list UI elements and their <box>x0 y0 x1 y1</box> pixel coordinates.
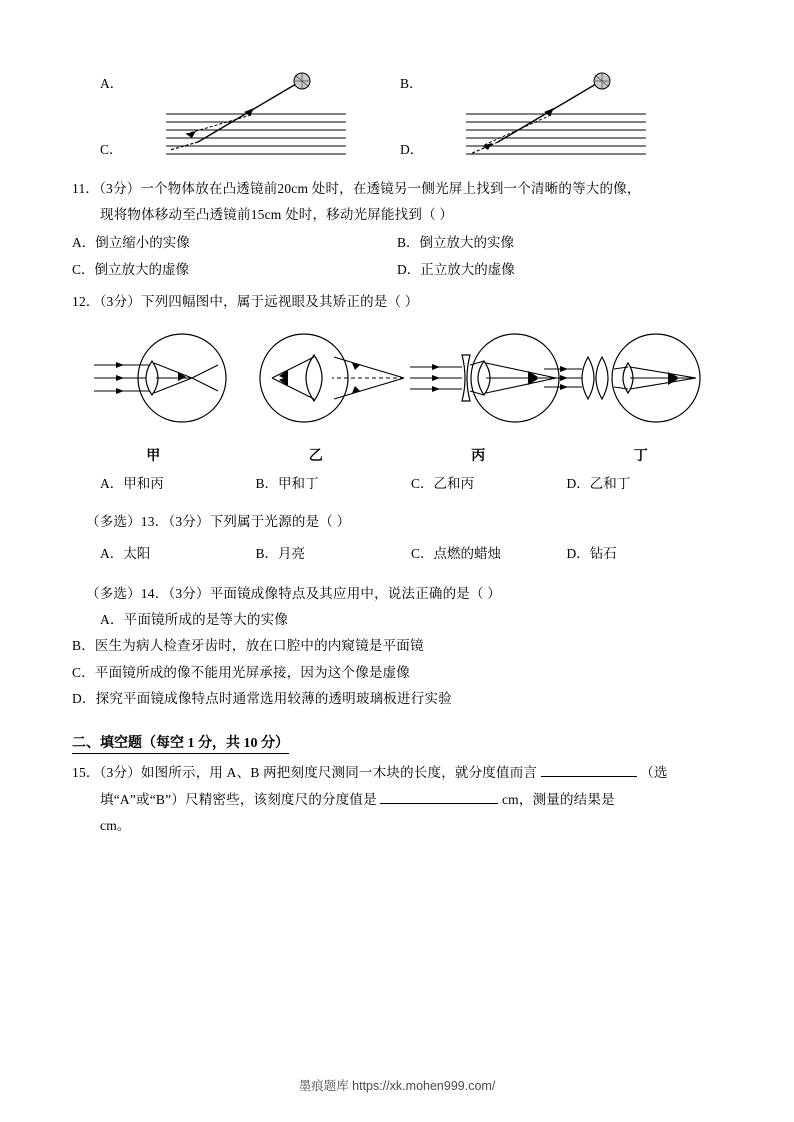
question-14 <box>72 581 722 713</box>
question-15-part5: cm。 <box>100 817 131 833</box>
question-15 <box>72 760 722 786</box>
question-15-blank-1[interactable] <box>541 776 637 777</box>
question-15-line3 <box>72 813 722 839</box>
eye-label-ding: 丁 <box>633 448 648 464</box>
eye-diagram-group <box>72 323 722 443</box>
question-12-option-a[interactable]: A．甲和丙 <box>100 475 164 491</box>
question-12-options <box>72 469 722 499</box>
question-11-option-c[interactable]: C．倒立放大的虚像 <box>72 261 190 277</box>
question-11-options-row2 <box>72 256 722 283</box>
question-15-blank-2[interactable] <box>380 803 498 804</box>
question-14-option-a[interactable]: A．平面镜所成的是等大的实像 <box>100 611 289 627</box>
question-13-option-d[interactable]: D．钻石 <box>566 545 617 561</box>
question-12 <box>72 289 722 499</box>
question-11-option-a[interactable]: A．倒立缩小的实像 <box>72 234 190 250</box>
question-11-line1: 11．（3分）一个物体放在凸透镜前20cm 处时，在透镜另一侧光屏上找到一个清晰的等大的像， <box>72 181 641 196</box>
question-11-line2: 现将物体移动至凸透镜前15cm 处时，移动光屏能找到（ ） <box>100 207 454 223</box>
question-12-option-b[interactable]: B．甲和丁 <box>255 475 319 491</box>
figure-label-a: A． <box>100 76 124 91</box>
eye-diagram-jia <box>94 323 244 433</box>
question-14-line1: （多选）14．（3分）平面镜成像特点及其应用中，说法正确的是（ ） <box>86 585 501 601</box>
question-11-option-d[interactable]: D．正立放大的虚像 <box>397 261 515 277</box>
question-13 <box>72 509 722 569</box>
eye-label-bing: 丙 <box>471 448 486 464</box>
page-footer: 墨痕题库 https://xk.mohen999.com/ <box>298 1079 496 1093</box>
figure-label-d: D． <box>400 142 424 157</box>
question-13-option-b[interactable]: B．月亮 <box>255 545 306 561</box>
question-13-option-a[interactable]: A．太阳 <box>100 545 151 561</box>
question-11 <box>72 176 722 283</box>
section-fill-in-blank <box>72 714 722 839</box>
figure-label-b: B． <box>400 76 423 91</box>
eye-label-yi: 乙 <box>308 448 323 464</box>
question-13-option-c[interactable]: C．点燃的蜡烛 <box>411 545 502 561</box>
question-15-line2 <box>72 787 722 813</box>
question-15-part4: cm，测量的结果是 <box>501 791 615 807</box>
question-15-part1: 15．（3分）如图所示，用 A、B 两把刻度尺测同一木块的长度，就分度值而言 <box>72 765 538 781</box>
eye-diagram-ding <box>544 323 714 433</box>
eye-diagram-labels <box>72 445 722 465</box>
question-11-options-row1 <box>72 229 722 256</box>
question-12-option-c[interactable]: C．乙和丙 <box>411 475 475 491</box>
question-14-option-c[interactable]: C．平面镜所成的像不能用光屏承接，因为这个像是虚像 <box>72 664 411 680</box>
eye-diagram-yi <box>252 323 417 433</box>
eye-label-jia: 甲 <box>146 448 161 464</box>
question-14-option-d[interactable]: D．探究平面镜成像特点时通常选用较薄的透明玻璃板进行实验 <box>72 690 452 706</box>
top-figure-group <box>72 64 722 176</box>
section-title: 二、填空题（每空 1 分，共 10 分） <box>72 732 289 754</box>
question-13-options <box>72 539 722 569</box>
question-15-part3: 填“A”或“B”）尺精密些，该刻度尺的分度值是 <box>100 791 377 807</box>
question-11-option-b[interactable]: B．倒立放大的实像 <box>397 234 515 250</box>
question-14-option-b[interactable]: B．医生为病人检查牙齿时，放在口腔中的内窥镜是平面镜 <box>72 638 424 654</box>
question-12-option-d[interactable]: D．乙和丁 <box>566 475 631 491</box>
question-12-line1: 12．（3分）下列四幅图中，属于远视眼及其矫正的是（ ） <box>72 293 419 309</box>
mirror-diagram-right <box>456 70 656 166</box>
question-13-line1: （多选）13．（3分）下列属于光源的是（ ） <box>86 513 351 529</box>
mirror-diagram-left <box>156 70 356 166</box>
question-15-part2: （选 <box>640 765 668 781</box>
figure-label-c: C． <box>100 142 123 157</box>
